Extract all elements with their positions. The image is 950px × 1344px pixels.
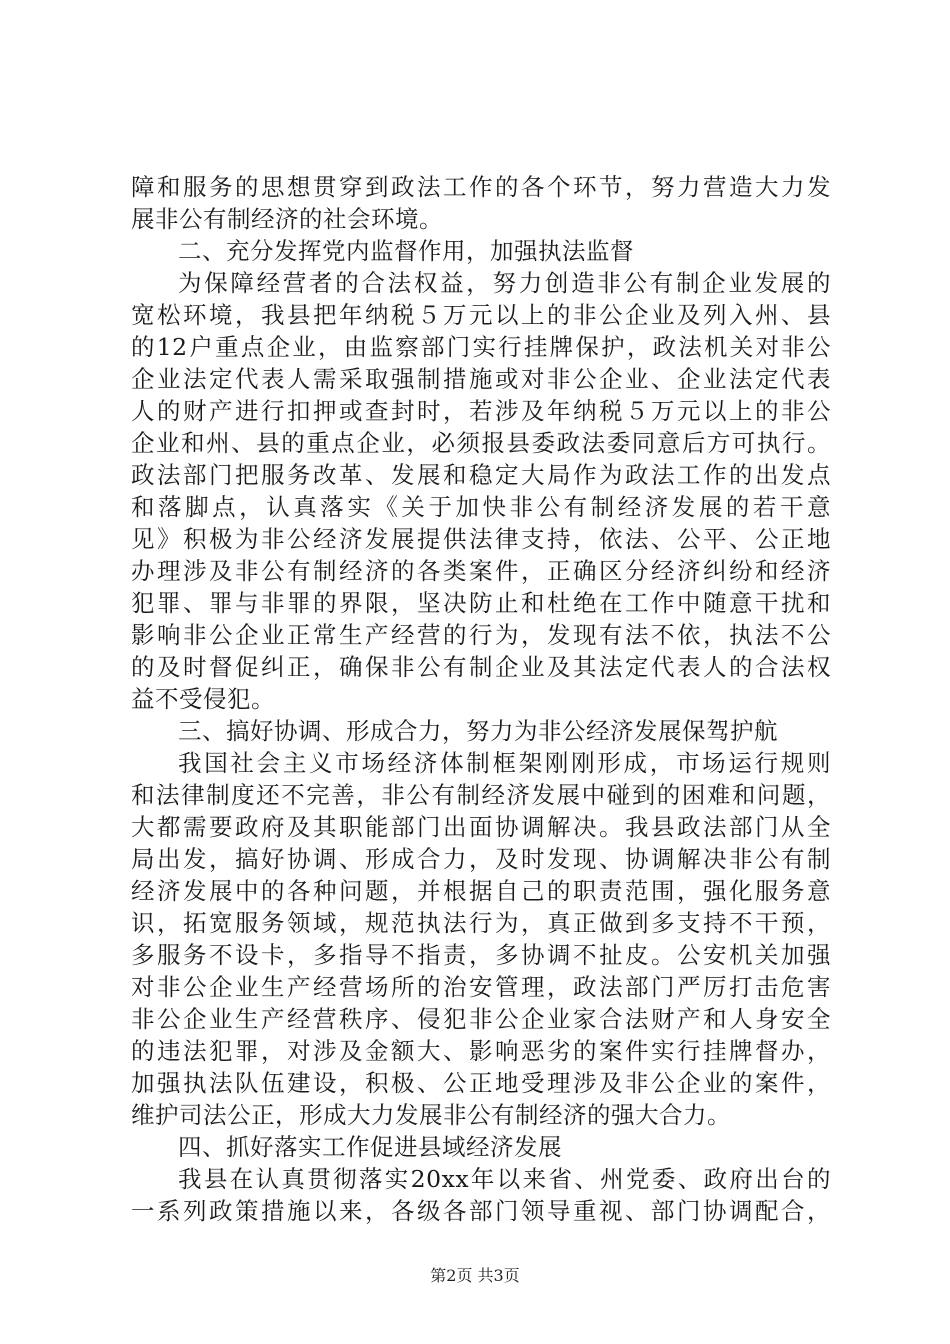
section-heading-2: 二、充分发挥党内监督作用，加强执法监督 [178, 237, 634, 265]
text-line: 政法部门把服务改革、发展和稳定大局作为政法工作的出发点 [131, 461, 831, 489]
text-line: 维护司法公正，形成大力发展非公有制经济的强大合力。 [131, 1101, 731, 1129]
text-line: 经济发展中的各种问题，并根据自己的职责范围，强化服务意 [131, 877, 831, 905]
text-line: 展非公有制经济的社会环境。 [131, 205, 443, 233]
text-line: 宽松环境，我县把年纳税５万元以上的非公企业及列入州、县 [131, 301, 831, 329]
text-line: 局出发，搞好协调、形成合力，及时发现、协调解决非公有制 [131, 845, 831, 873]
text-line: 的及时督促纠正，确保非公有制企业及其法定代表人的合法权 [131, 653, 831, 681]
text-line: 益不受侵犯。 [131, 685, 275, 713]
text-line: 大都需要政府及其职能部门出面协调解决。我县政法部门从全 [131, 813, 831, 841]
text-line: 对非公企业生产经营场所的治安管理，政法部门严厉打击危害 [131, 973, 831, 1001]
text-line: 犯罪、罪与非罪的界限，坚决防止和杜绝在工作中随意干扰和 [131, 589, 831, 617]
text-line: 企业和州、县的重点企业，必须报县委政法委同意后方可执行。 [131, 429, 831, 457]
text-line: 的违法犯罪，对涉及金额大、影响恶劣的案件实行挂牌督办， [131, 1037, 831, 1065]
section-heading-3: 三、搞好协调、形成合力，努力为非公经济发展保驾护航 [178, 717, 778, 745]
text-line: 非公企业生产经营秩序、侵犯非公企业家合法财产和人身安全 [131, 1005, 831, 1033]
text-line: 和法律制度还不完善，非公有制经济发展中碰到的困难和问题， [131, 781, 831, 809]
text-line: 识，拓宽服务领域，规范执法行为，真正做到多支持不干预， [131, 909, 831, 937]
text-line: 多服务不设卡，多指导不指责，多协调不扯皮。公安机关加强 [131, 941, 831, 969]
page-number-footer: 第2页 共3页 [430, 1266, 520, 1285]
document-body [131, 171, 831, 1227]
text-line: 加强执法队伍建设，积极、公正地受理涉及非公企业的案件， [131, 1069, 831, 1097]
text-line: 障和服务的思想贯穿到政法工作的各个环节，努力营造大力发 [131, 173, 831, 201]
text-line: 我国社会主义市场经济体制框架刚刚形成，市场运行规则 [178, 749, 831, 777]
text-line: 我县在认真贯彻落实20xx年以来省、州党委、政府出台的 [178, 1165, 831, 1193]
text-line: 一系列政策措施以来，各级各部门领导重视、部门协调配合， [131, 1197, 831, 1225]
text-line: 为保障经营者的合法权益，努力创造非公有制企业发展的 [178, 269, 831, 297]
text-line: 人的财产进行扣押或查封时，若涉及年纳税５万元以上的非公 [131, 397, 831, 425]
text-line: 的12户重点企业，由监察部门实行挂牌保护，政法机关对非公 [131, 333, 831, 361]
text-line: 和落脚点，认真落实《关于加快非公有制经济发展的若干意 [131, 493, 831, 521]
section-heading-4: 四、抓好落实工作促进县域经济发展 [178, 1133, 562, 1161]
text-line: 办理涉及非公有制经济的各类案件，正确区分经济纠纷和经济 [131, 557, 831, 585]
text-line: 企业法定代表人需采取强制措施或对非公企业、企业法定代表 [131, 365, 831, 393]
text-line: 见》积极为非公经济发展提供法律支持，依法、公平、公正地 [131, 525, 831, 553]
text-line: 影响非公企业正常生产经营的行为，发现有法不依，执法不公 [131, 621, 831, 649]
